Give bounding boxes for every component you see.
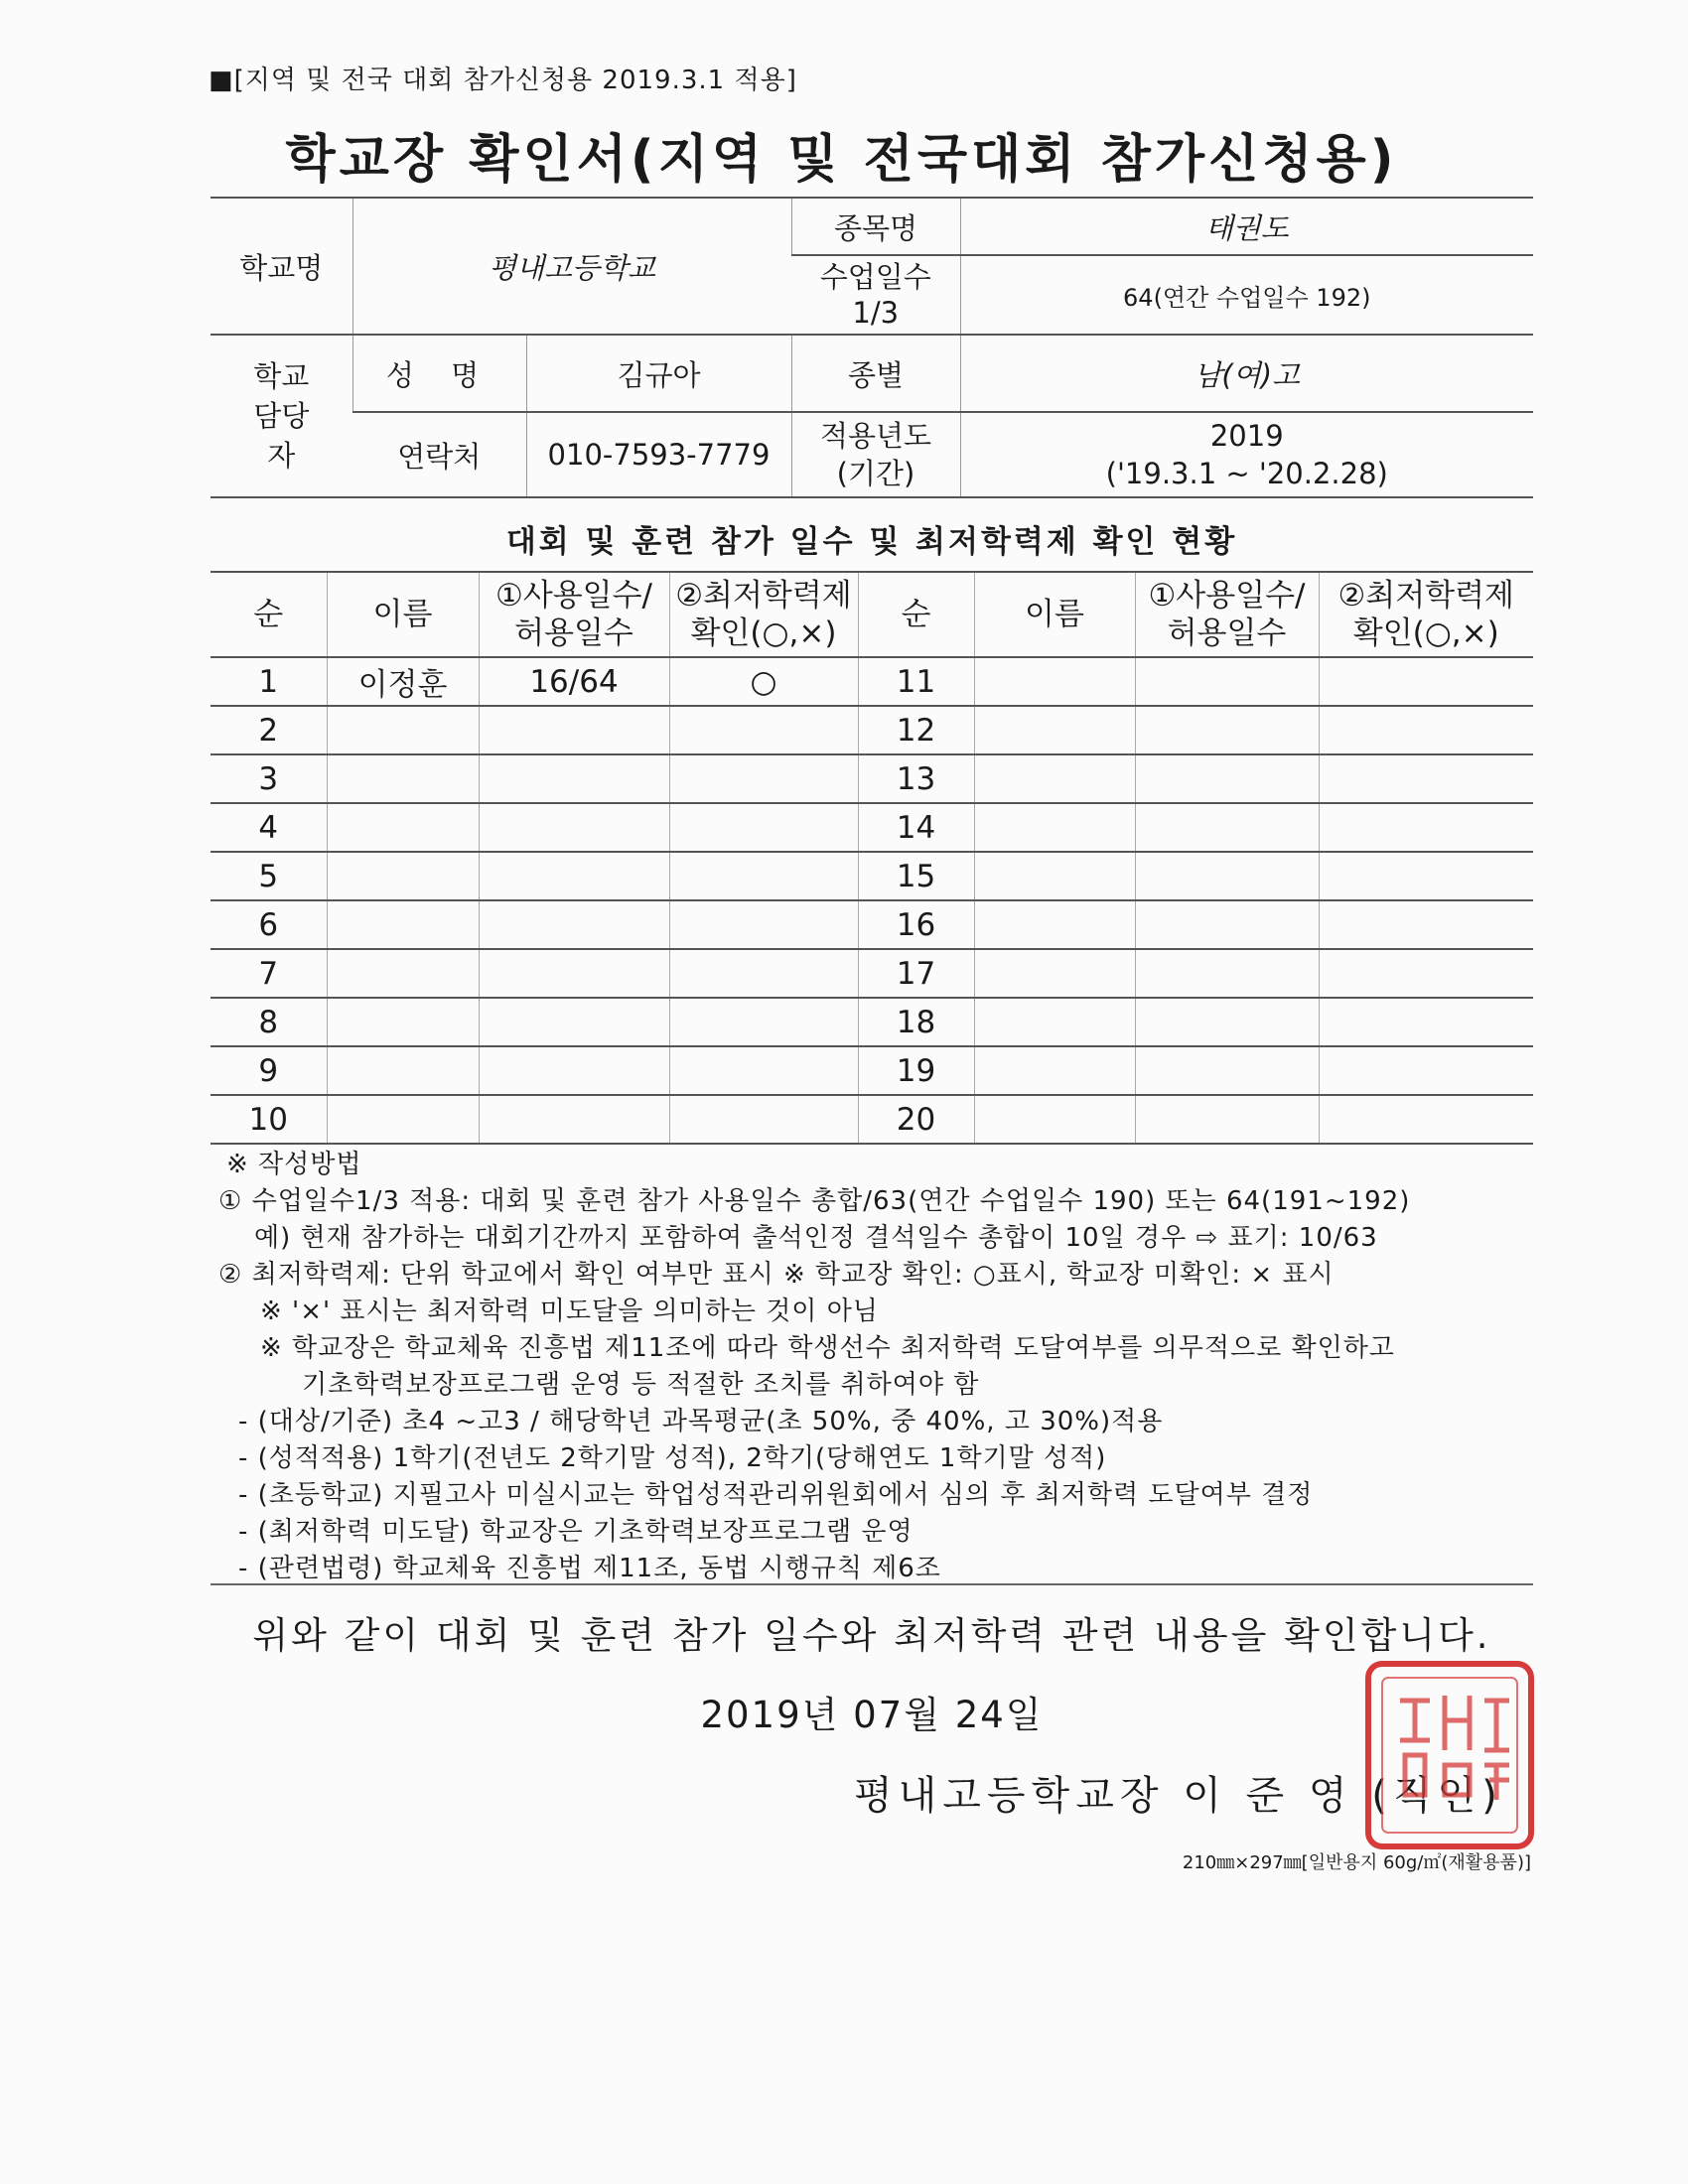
header-name: 이름 [974, 572, 1135, 657]
note-line: - (최저학력 미도달) 학교장은 기초학력보장프로그램 운영 [238, 1517, 914, 1547]
table-row [211, 1095, 1533, 1144]
table-row [211, 852, 1533, 900]
row-no: 4 [211, 803, 327, 852]
row-no: 1 [211, 657, 327, 706]
divider [211, 1583, 1533, 1585]
period-value: ('19.3.1 ~ '20.2.28) [1105, 457, 1388, 490]
seal-border [1368, 1664, 1531, 1846]
table-row [211, 1046, 1533, 1095]
days-label: 수업일수 1/3 [791, 255, 960, 335]
type-value: 남(여)고 [960, 335, 1533, 412]
row-used-days: 16/64 [479, 657, 669, 706]
days-value: 64(연간 수업일수 192) [960, 255, 1533, 335]
note-line: - (대상/기준) 초4 ~고3 / 해당학년 과목평균(초 50%, 중 40%, 고 30%)적용 [238, 1407, 1164, 1436]
note-line: - (관련법령) 학교체육 진흥법 제11조, 동법 시행규칙 제6조 [238, 1554, 941, 1583]
instructions-heading: ※ 작성방법 [226, 1150, 362, 1179]
row-no: 13 [858, 754, 974, 803]
table-row [211, 998, 1533, 1046]
year-label: 적용년도 (기간) [791, 412, 960, 497]
form-version-tag: ■[지역 및 전국 대회 참가신청용 2019.3.1 적용] [209, 66, 797, 95]
note-line: ※ '×' 표시는 최저학력 미도달을 의미하는 것이 아님 [260, 1297, 879, 1326]
row-no: 18 [858, 998, 974, 1046]
row-no: 2 [211, 706, 327, 754]
header-name: 이름 [327, 572, 479, 657]
school-value: 평내고등학교 [352, 198, 791, 335]
row-no: 8 [211, 998, 327, 1046]
row-no: 12 [858, 706, 974, 754]
header-used-days: ①사용일수/ 허용일수 [479, 572, 669, 657]
note-line: ※ 학교장은 학교체육 진흥법 제11조에 따라 학생선수 최저학력 도달여부를 의무적으로 확인하고 [260, 1333, 1395, 1363]
row-no: 10 [211, 1095, 327, 1144]
instructions [218, 1147, 1410, 1587]
row-no: 14 [858, 803, 974, 852]
principal-signature-line: 평내고등학교장 이 준 영 (직인) [854, 1773, 1503, 1819]
type-label: 종별 [791, 335, 960, 412]
row-no: 11 [858, 657, 974, 706]
row-no: 9 [211, 1046, 327, 1095]
header-no: 순 [858, 572, 974, 657]
page-title: 학교장 확인서(지역 및 전국대회 참가신청용) [285, 130, 1398, 190]
row-no: 7 [211, 949, 327, 998]
year-cell [960, 412, 1533, 497]
note-line: 예) 현재 참가하는 대회기간까지 포함하여 출석인정 결석일수 총합이 10일 경우 ⇨ 표기: 10/63 [254, 1223, 1378, 1253]
row-no: 16 [858, 900, 974, 949]
table-row [211, 900, 1533, 949]
row-name: 이정훈 [327, 657, 479, 706]
row-no: 19 [858, 1046, 974, 1095]
contact-value: 010-7593-7779 [526, 412, 791, 497]
name-value: 김규아 [526, 335, 791, 412]
confirmation-statement: 위와 같이 대회 및 훈련 참가 일수와 최저학력 관련 내용을 확인합니다. [252, 1614, 1491, 1657]
row-no: 17 [858, 949, 974, 998]
row-no: 20 [858, 1095, 974, 1144]
event-label: 종목명 [791, 198, 960, 255]
note-line: ② 최저학력제: 단위 학교에서 확인 여부만 표시 ※ 학교장 확인: ○표시, 학교장 미확인: × 표시 [218, 1260, 1335, 1290]
name-label: 성 명 [352, 335, 526, 412]
paper-spec: 210㎜×297㎜[일반용지 60g/㎡(재활용품)] [1182, 1852, 1531, 1873]
row-no: 15 [858, 852, 974, 900]
table-row [211, 754, 1533, 803]
official-seal-stamp [1360, 1656, 1539, 1854]
year-value: 2019 [1209, 419, 1284, 453]
note-line: - (성적적용) 1학기(전년도 2학기말 성적), 2학기(당해연도 1학기말 성적) [238, 1443, 1107, 1473]
header-min-academic: ②최저학력제 확인(○,×) [669, 572, 858, 657]
contact-label: 연락처 [352, 412, 526, 497]
note-line: ① 수업일수1/3 적용: 대회 및 훈련 참가 사용일수 총합/63(연간 수업일수 190) 또는 64(191~192) [218, 1186, 1411, 1216]
row-check: ○ [669, 657, 858, 706]
table-row [211, 706, 1533, 754]
row-no: 5 [211, 852, 327, 900]
table-row [211, 803, 1533, 852]
seal-glyphs [1400, 1696, 1509, 1800]
row-no: 3 [211, 754, 327, 803]
table-row [211, 949, 1533, 998]
header-no: 순 [211, 572, 327, 657]
info-table [211, 197, 1533, 498]
header-min-academic: ②최저학력제 확인(○,×) [1319, 572, 1533, 657]
row-no: 6 [211, 900, 327, 949]
issue-date: 2019년 07월 24일 [700, 1694, 1044, 1736]
header-used-days: ①사용일수/ 허용일수 [1135, 572, 1319, 657]
table-row [211, 657, 1533, 706]
school-label: 학교명 [211, 198, 352, 335]
note-line: - (초등학교) 지필고사 미실시교는 학업성적관리위원회에서 심의 후 최저학력 도달여부 결정 [238, 1480, 1314, 1510]
event-value: 태권도 [960, 198, 1533, 255]
note-line: 기초학력보장프로그램 운영 등 적절한 조치를 취하여야 함 [302, 1370, 980, 1400]
participation-table [211, 571, 1533, 1145]
staff-label: 학교 담당자 [211, 335, 352, 497]
section-title: 대회 및 훈련 참가 일수 및 최저학력제 확인 현황 [505, 524, 1238, 560]
